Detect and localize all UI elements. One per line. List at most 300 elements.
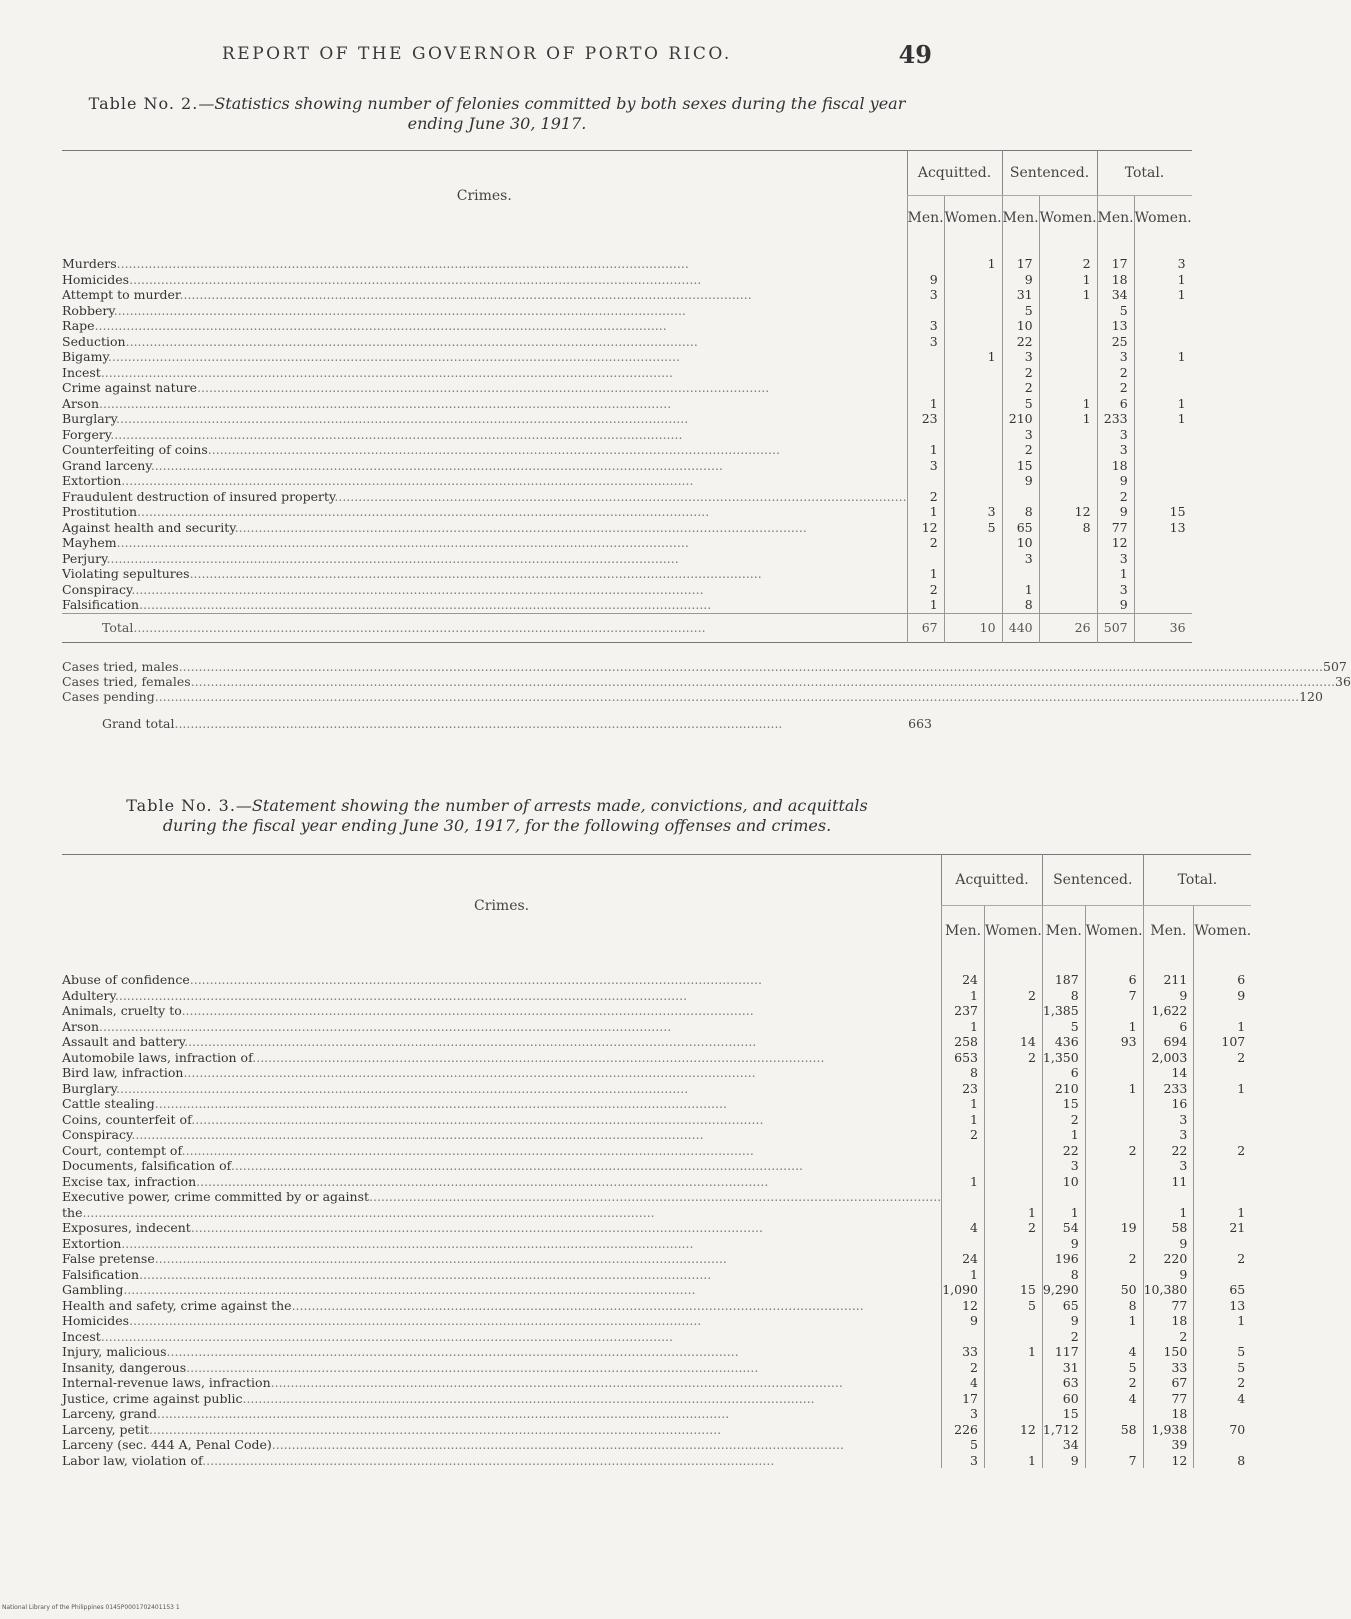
subcol-women: Women.	[1039, 196, 1097, 241]
cell-value	[984, 1127, 1042, 1143]
cell-value	[984, 1236, 1042, 1252]
table-row	[62, 1313, 1251, 1329]
cell-value	[1039, 473, 1097, 489]
cell-value	[1194, 1096, 1251, 1112]
subcol-men: Men.	[1143, 906, 1194, 957]
cell-value: 34	[1042, 1437, 1085, 1453]
table3-caption	[62, 796, 932, 836]
table-row	[62, 442, 1192, 458]
cell-value	[1085, 1174, 1143, 1190]
page-number: 49	[898, 40, 932, 69]
table-row	[62, 1003, 1251, 1019]
cell-value: 1	[907, 566, 944, 582]
cell-value	[907, 240, 944, 272]
total-value: 26	[1039, 613, 1097, 642]
cell-value	[1194, 1065, 1251, 1081]
cell-value: 2	[907, 535, 944, 551]
cell-value: 3	[1002, 551, 1039, 567]
cell-value: 1	[942, 1267, 985, 1283]
cell-value: 2	[1085, 1143, 1143, 1159]
cell-value: 9	[1143, 988, 1194, 1004]
cell-value: 4	[942, 1375, 985, 1391]
cell-value	[1085, 1050, 1143, 1066]
cell-value: 107	[1194, 1034, 1251, 1050]
cell-value	[944, 287, 1002, 303]
total-label: Total................................................................................................................................................	[62, 613, 907, 642]
cell-value: 10,380	[1143, 1282, 1194, 1298]
cell-value: 1	[1194, 1313, 1251, 1329]
crime-name: Cattle stealing................................................................................................................................................	[62, 1096, 727, 1111]
cell-value	[984, 1189, 1042, 1205]
cell-value: 8	[1042, 988, 1085, 1004]
cell-value	[944, 272, 1002, 288]
cell-value: 1,712	[1042, 1422, 1085, 1438]
table-row	[62, 1422, 1251, 1438]
table-row	[62, 1298, 1251, 1314]
table-row	[62, 1437, 1251, 1453]
crime-name: Robbery................................................................................................................................................	[62, 302, 686, 318]
summary-value: 36	[1335, 673, 1351, 689]
cell-value	[1039, 442, 1097, 458]
cell-value: 3	[942, 1453, 985, 1469]
cell-value: 2	[1194, 1375, 1251, 1391]
cell-value: 9	[1042, 1313, 1085, 1329]
cell-value: 6	[1194, 956, 1251, 988]
cell-value: 233	[1143, 1081, 1194, 1097]
cell-value: 12	[984, 1422, 1042, 1438]
grand-total-label: Grand total.........................................................................................................................................................	[102, 715, 783, 731]
cell-value: 150	[1143, 1344, 1194, 1360]
table-row	[62, 1065, 1251, 1081]
crime-name: Abuse of confidence................................................................................................................................................	[62, 972, 762, 987]
cell-value: 18	[1097, 458, 1134, 474]
cell-value	[1085, 1189, 1143, 1205]
cell-value: 15	[984, 1282, 1042, 1298]
crime-name: Labor law, violation of................................................................................................................................................	[62, 1452, 775, 1468]
cell-value: 19	[1085, 1220, 1143, 1236]
cell-value	[984, 956, 1042, 988]
cell-value: 13	[1194, 1298, 1251, 1314]
cell-value: 1	[1042, 1205, 1085, 1221]
cell-value: 14	[984, 1034, 1042, 1050]
cell-value	[984, 1019, 1042, 1035]
cell-value	[984, 1081, 1042, 1097]
cell-value: 3	[907, 287, 944, 303]
cell-value	[1039, 303, 1097, 319]
cell-value: 2	[1039, 240, 1097, 272]
crime-name: Animals, cruelty to................................................................................................................................................	[62, 1003, 754, 1018]
crime-name: Automobile laws, infraction of................................................................................................................................................	[62, 1049, 825, 1065]
crime-name: Larceny, petit................................................................................................................................................	[62, 1421, 722, 1437]
cell-value: 1	[944, 240, 1002, 272]
crime-name: Arson................................................................................................................................................	[62, 395, 672, 411]
cell-value: 15	[1042, 1096, 1085, 1112]
cell-value: 5	[1194, 1360, 1251, 1376]
cell-value: 8	[1194, 1453, 1251, 1469]
cell-value	[984, 1143, 1042, 1159]
table-row	[62, 1391, 1251, 1407]
subcol-women: Women.	[1194, 906, 1251, 957]
cell-value: 1	[1039, 272, 1097, 288]
table-row	[62, 1360, 1251, 1376]
cell-value	[1039, 551, 1097, 567]
cell-value	[1085, 1437, 1143, 1453]
acquitted-group-header: Acquitted.	[942, 855, 1043, 906]
cell-value: 2	[1002, 380, 1039, 396]
cell-value: 3	[907, 334, 944, 350]
cell-value	[944, 334, 1002, 350]
cell-value	[1134, 303, 1191, 319]
cell-value: 17	[942, 1391, 985, 1407]
crime-name: the................................................................................................................................................	[62, 1204, 655, 1220]
cell-value	[1134, 427, 1191, 443]
cell-value: 2	[942, 1127, 985, 1143]
cell-value: 9	[1143, 1236, 1194, 1252]
cell-value	[1085, 1112, 1143, 1128]
crime-name: Bigamy................................................................................................................................................	[62, 349, 681, 364]
cell-value: 17	[1002, 240, 1039, 272]
table-row	[62, 566, 1192, 582]
cell-value: 6	[1097, 396, 1134, 412]
cell-value: 5	[944, 520, 1002, 536]
report-title: REPORT OF THE GOVERNOR OF PORTO RICO.	[222, 44, 732, 64]
cell-value: 1	[1134, 287, 1191, 303]
felonies-table-body	[62, 240, 1192, 642]
felonies-table	[62, 150, 1192, 643]
cell-value	[1134, 582, 1191, 598]
cell-value	[1134, 535, 1191, 551]
crime-name: Seduction................................................................................................................................................	[62, 333, 698, 349]
cell-value: 1	[1039, 287, 1097, 303]
cell-value: 220	[1143, 1251, 1194, 1267]
total-value: 36	[1134, 613, 1191, 642]
cell-value: 58	[1143, 1220, 1194, 1236]
crime-name: Documents, falsification of................................................................................................................................................	[62, 1158, 804, 1173]
cell-value: 210	[1042, 1081, 1085, 1097]
cell-value: 33	[1143, 1360, 1194, 1376]
cell-value: 33	[942, 1344, 985, 1360]
cell-value	[907, 303, 944, 319]
table3-label: Table No. 3.	[126, 796, 236, 815]
cell-value: 5	[1097, 303, 1134, 319]
cell-value	[944, 442, 1002, 458]
table-row	[62, 1019, 1251, 1035]
crime-name: Against health and security................................................................................................................................................	[62, 519, 807, 535]
crime-name: Forgery................................................................................................................................................	[62, 426, 683, 442]
cell-value: 2	[1194, 1050, 1251, 1066]
cell-value: 8	[1002, 504, 1039, 520]
table-row	[62, 473, 1192, 489]
cases-summary	[62, 658, 1351, 731]
cell-value: 2	[1002, 365, 1039, 381]
crime-name: Prostitution................................................................................................................................................	[62, 504, 710, 519]
cell-value: 1	[1134, 396, 1191, 412]
crime-name: Falsification................................................................................................................................................	[62, 597, 712, 612]
cell-value: 117	[1042, 1344, 1085, 1360]
cell-value: 2	[942, 1360, 985, 1376]
cell-value: 1	[1134, 349, 1191, 365]
crime-name: Homicides................................................................................................................................................	[62, 271, 702, 287]
cell-value	[944, 535, 1002, 551]
cell-value: 9	[1097, 473, 1134, 489]
crime-name: Grand larceny................................................................................................................................................	[62, 457, 723, 473]
cell-value: 24	[942, 1251, 985, 1267]
cell-value	[1002, 489, 1039, 505]
cell-value	[1194, 1174, 1251, 1190]
cell-value	[944, 597, 1002, 613]
cell-value: 6	[1085, 956, 1143, 988]
table-row	[62, 287, 1192, 303]
table-row	[62, 1406, 1251, 1422]
cell-value: 1,385	[1042, 1003, 1085, 1019]
table-row	[62, 551, 1192, 567]
cell-value: 10	[1002, 535, 1039, 551]
cell-value: 237	[942, 1003, 985, 1019]
cell-value: 2,003	[1143, 1050, 1194, 1066]
crime-name: Excise tax, infraction................................................................................................................................................	[62, 1173, 769, 1189]
cell-value: 2	[907, 582, 944, 598]
cell-value	[944, 489, 1002, 505]
cell-value: 9	[942, 1313, 985, 1329]
table-row	[62, 1158, 1251, 1174]
cell-value	[1194, 1158, 1251, 1174]
cell-value	[984, 1158, 1042, 1174]
summary-label: Cases tried, females................................................................................................................................................................................................................................................................................................	[62, 673, 1336, 689]
cell-value: 22	[1002, 334, 1039, 350]
crime-name: Murders................................................................................................................................................	[62, 256, 689, 271]
total-group-header: Total.	[1097, 151, 1192, 196]
cell-value	[1085, 1329, 1143, 1345]
cell-value: 1,350	[1042, 1050, 1085, 1066]
table-row	[62, 1375, 1251, 1391]
summary-value: 120	[1299, 688, 1323, 704]
cell-value	[1085, 1236, 1143, 1252]
cell-value	[1042, 1189, 1085, 1205]
cell-value	[984, 1251, 1042, 1267]
cell-value: 9	[1042, 1236, 1085, 1252]
table-row	[62, 988, 1251, 1004]
cell-value: 77	[1143, 1391, 1194, 1407]
cell-value: 12	[942, 1298, 985, 1314]
crime-name: Incest................................................................................................................................................	[62, 1328, 673, 1344]
cell-value: 65	[1194, 1282, 1251, 1298]
cell-value	[942, 1205, 985, 1221]
sentenced-group-header: Sentenced.	[1002, 151, 1097, 196]
crime-name: Counterfeiting of coins................................................................................................................................................	[62, 442, 780, 457]
cell-value: 34	[1097, 287, 1134, 303]
crime-name: Exposures, indecent................................................................................................................................................	[62, 1220, 763, 1235]
cell-value	[944, 566, 1002, 582]
table-row	[62, 240, 1192, 272]
cell-value: 4	[1085, 1391, 1143, 1407]
cell-value: 2	[1194, 1251, 1251, 1267]
cell-value	[907, 365, 944, 381]
cell-value: 39	[1143, 1437, 1194, 1453]
cell-value	[1039, 318, 1097, 334]
cell-value: 3	[907, 318, 944, 334]
cell-value	[1134, 458, 1191, 474]
crime-name: Justice, crime against public................................................................................................................................................	[62, 1390, 815, 1406]
cell-value: 18	[1143, 1313, 1194, 1329]
cell-value: 15	[1134, 504, 1191, 520]
table-row	[62, 427, 1192, 443]
cell-value	[907, 473, 944, 489]
cell-value: 58	[1085, 1422, 1143, 1438]
crime-name: False pretense................................................................................................................................................	[62, 1251, 727, 1266]
cell-value	[1134, 551, 1191, 567]
cell-value	[1134, 473, 1191, 489]
summary-row	[62, 688, 1323, 704]
table-row	[62, 582, 1192, 598]
crime-name: Burglary................................................................................................................................................	[62, 1080, 689, 1096]
cell-value: 2	[907, 489, 944, 505]
cell-value: 2	[1042, 1329, 1085, 1345]
total-group-header: Total.	[1143, 855, 1251, 906]
cell-value	[984, 1406, 1042, 1422]
crime-name: Coins, counterfeit of................................................................................................................................................	[62, 1111, 764, 1127]
library-footer-note: National Library of the Philippines 0145P0001702401153 1	[2, 1604, 180, 1611]
summary-value: 507	[1323, 658, 1347, 674]
cell-value: 1	[942, 1019, 985, 1035]
cell-value: 13	[1134, 520, 1191, 536]
cell-value	[1039, 380, 1097, 396]
table-row	[62, 1034, 1251, 1050]
cell-value: 2	[1143, 1329, 1194, 1345]
cell-value: 2	[984, 1220, 1042, 1236]
cell-value: 9,290	[1042, 1282, 1085, 1298]
table-row	[62, 1236, 1251, 1252]
crime-name: Larceny, grand................................................................................................................................................	[62, 1406, 730, 1421]
subcol-men: Men.	[1097, 196, 1134, 241]
cell-value: 13	[1097, 318, 1134, 334]
cell-value: 15	[1042, 1406, 1085, 1422]
crime-name: Health and safety, crime against the................................................................................................................................................	[62, 1297, 864, 1313]
table2-label: Table No. 2.	[88, 94, 199, 113]
cell-value	[984, 1313, 1042, 1329]
cell-value: 2	[984, 988, 1042, 1004]
cell-value: 2	[1085, 1251, 1143, 1267]
cell-value: 9	[1097, 597, 1134, 613]
cell-value	[1039, 597, 1097, 613]
table-row	[62, 1112, 1251, 1128]
table-row	[62, 1205, 1251, 1221]
cell-value: 211	[1143, 956, 1194, 988]
cell-value: 3	[1097, 442, 1134, 458]
cell-value	[1194, 1127, 1251, 1143]
subcol-women: Women.	[944, 196, 1002, 241]
cell-value: 18	[1097, 272, 1134, 288]
table-row	[62, 1127, 1251, 1143]
cell-value: 4	[1085, 1344, 1143, 1360]
cell-value	[1085, 1065, 1143, 1081]
cell-value	[1134, 380, 1191, 396]
crime-name: Adultery................................................................................................................................................	[62, 987, 688, 1003]
cell-value: 2	[1194, 1143, 1251, 1159]
total-value: 507	[1097, 613, 1134, 642]
cell-value	[1143, 1189, 1194, 1205]
cell-value: 3	[942, 1406, 985, 1422]
cell-value: 1,938	[1143, 1422, 1194, 1438]
cell-value: 12	[907, 520, 944, 536]
summary-row	[62, 673, 1351, 689]
cell-value	[1085, 1267, 1143, 1283]
table-row	[62, 1344, 1251, 1360]
cell-value	[944, 582, 1002, 598]
crimes-column-header: Crimes.	[474, 897, 530, 914]
cell-value: 5	[1002, 303, 1039, 319]
cell-value	[942, 1236, 985, 1252]
cell-value: 14	[1143, 1065, 1194, 1081]
cell-value	[1134, 365, 1191, 381]
cell-value: 3	[1097, 551, 1134, 567]
subcol-women: Women.	[1134, 196, 1191, 241]
cell-value	[1194, 1003, 1251, 1019]
summary-label: Cases tried, males................................................................................................................................................................................................................................................................................................	[62, 658, 1324, 674]
cell-value: 1	[907, 504, 944, 520]
cell-value: 1	[1194, 1205, 1251, 1221]
cell-value: 1	[1134, 411, 1191, 427]
cell-value: 1	[984, 1453, 1042, 1469]
table-row	[62, 1096, 1251, 1112]
cell-value: 3	[1097, 582, 1134, 598]
table-row	[62, 1143, 1251, 1159]
table-row	[62, 1453, 1251, 1469]
cell-value	[1039, 334, 1097, 350]
cell-value: 23	[907, 411, 944, 427]
cell-value	[984, 1375, 1042, 1391]
cell-value	[942, 1329, 985, 1345]
crime-name: Crime against nature................................................................................................................................................	[62, 380, 770, 395]
cell-value: 12	[1143, 1453, 1194, 1469]
cell-value: 24	[942, 956, 985, 988]
table-row	[62, 396, 1192, 412]
cell-value	[1134, 318, 1191, 334]
cell-value	[984, 1003, 1042, 1019]
cell-value: 7	[1085, 988, 1143, 1004]
cell-value	[1134, 334, 1191, 350]
summary-row	[62, 658, 1347, 674]
cell-value: 5	[984, 1298, 1042, 1314]
cell-value: 8	[942, 1065, 985, 1081]
arrests-table	[62, 854, 1251, 1468]
cell-value	[984, 1065, 1042, 1081]
cell-value: 3	[1002, 349, 1039, 365]
cell-value	[1194, 1112, 1251, 1128]
cell-value: 1	[1097, 566, 1134, 582]
cell-value: 1,090	[942, 1282, 985, 1298]
crime-name: Conspiracy................................................................................................................................................	[62, 1127, 704, 1142]
table-row	[62, 520, 1192, 536]
total-row	[62, 613, 1192, 642]
table3-caption-line2: during the fiscal year ending June 30, 1917, for the following offenses and crimes.	[162, 816, 832, 835]
cell-value	[984, 1096, 1042, 1112]
table-row	[62, 1050, 1251, 1066]
cell-value: 4	[942, 1220, 985, 1236]
table-row	[62, 349, 1192, 365]
cell-value: 187	[1042, 956, 1085, 988]
cell-value: 6	[1143, 1019, 1194, 1035]
cell-value	[1194, 1329, 1251, 1345]
cell-value	[944, 365, 1002, 381]
cell-value: 1	[1143, 1205, 1194, 1221]
cell-value: 210	[1002, 411, 1039, 427]
table-row	[62, 1267, 1251, 1283]
cell-value: 5	[1085, 1360, 1143, 1376]
table-row	[62, 504, 1192, 520]
crime-name: Conspiracy................................................................................................................................................	[62, 581, 704, 597]
cell-value: 258	[942, 1034, 985, 1050]
table-row	[62, 1189, 1251, 1205]
